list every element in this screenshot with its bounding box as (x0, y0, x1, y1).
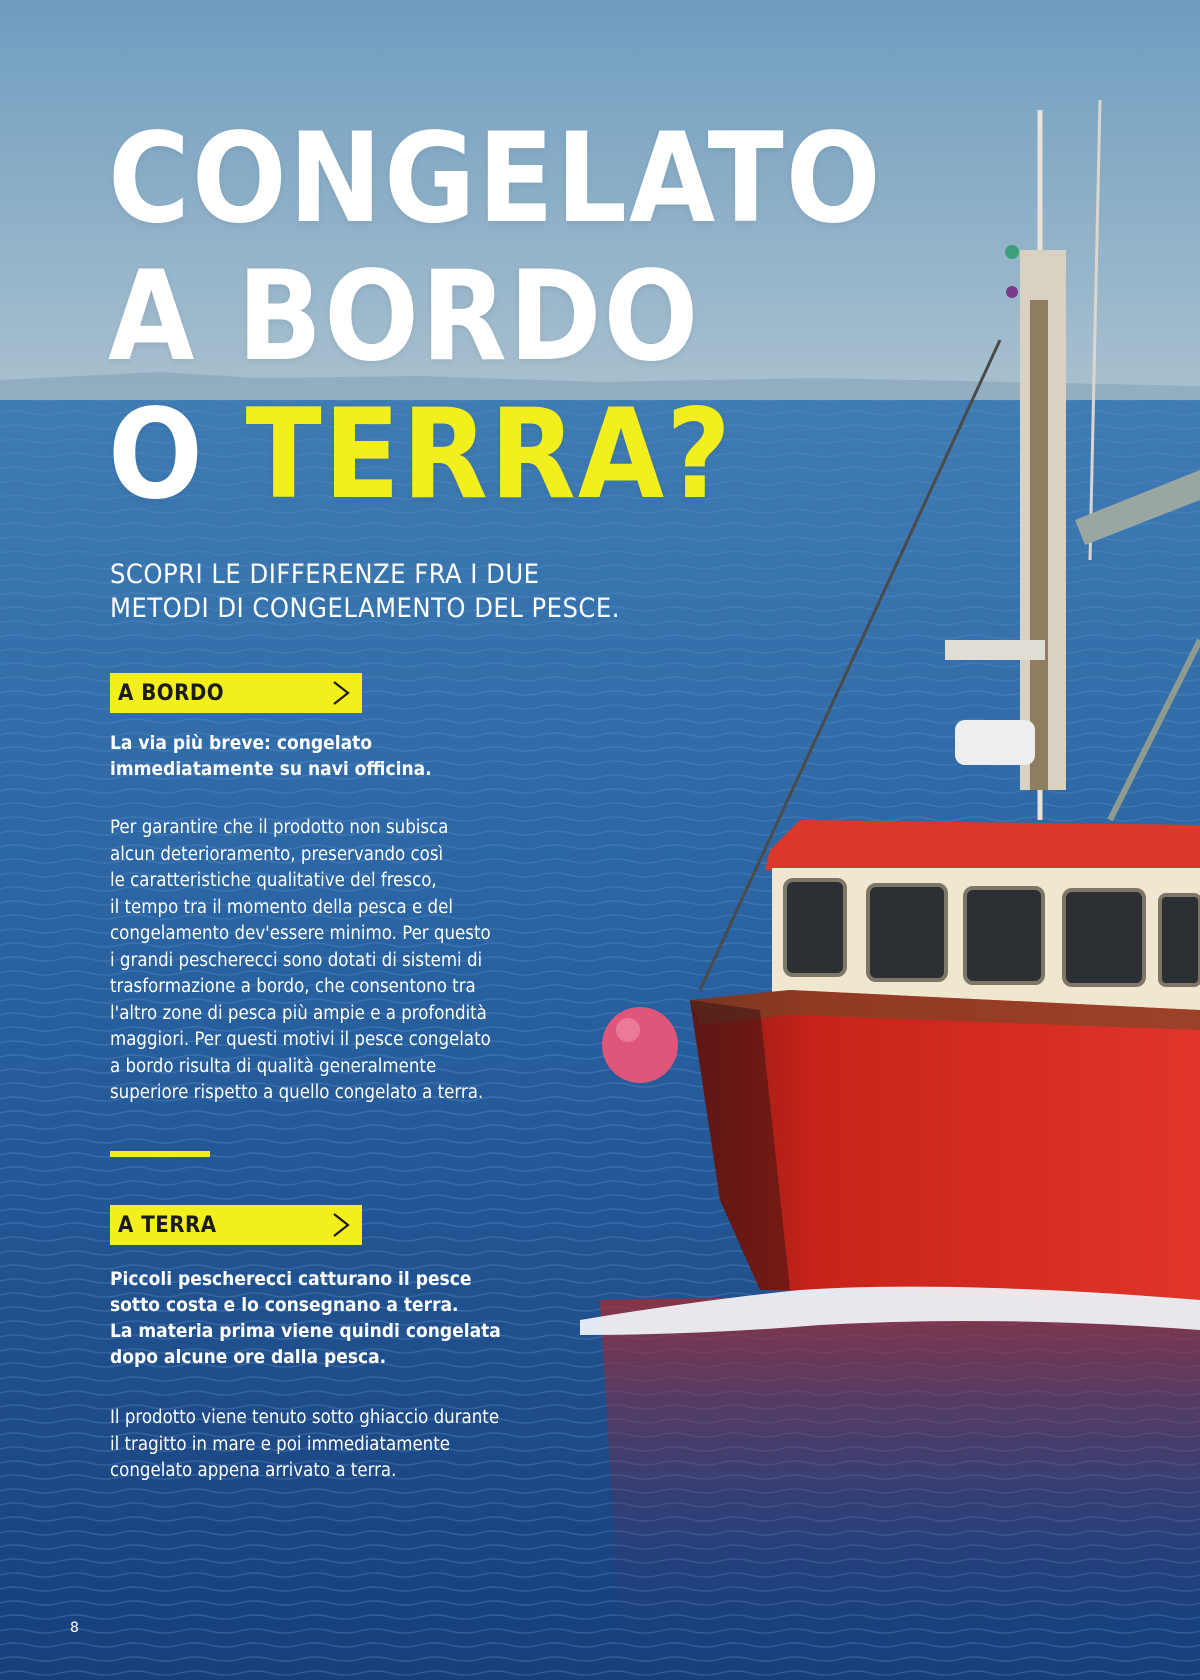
body-line: l'altro zone di pesca più ampie e a profondità (110, 1002, 487, 1024)
body-line: a bordo risulta di qualità generalmente (110, 1055, 437, 1077)
body-line: superiore rispetto a quello congelato a terra. (110, 1082, 484, 1103)
subtitle (110, 558, 620, 626)
body-line: Per garantire che il prodotto non subisca (110, 817, 449, 838)
body-line: Il prodotto viene tenuto sotto ghiaccio durante (110, 1407, 500, 1428)
body-line: le caratteristiche qualitative del fresco, (110, 870, 437, 891)
body-line: trasformazione a bordo, che consentono tra (110, 976, 476, 997)
headline-line-3 (108, 383, 883, 527)
chevron-right-icon (330, 1211, 352, 1239)
headline (108, 107, 883, 527)
section-tag-bordo (110, 673, 362, 713)
section-bordo-lead (110, 730, 432, 782)
section-tag-label: A TERRA (118, 1212, 217, 1238)
section-terra-lead (110, 1266, 501, 1370)
section-tag-terra (110, 1205, 362, 1245)
body-line: congelamento dev'essere minimo. Per questo (110, 923, 491, 944)
body-line: congelato appena arrivato a terra. (110, 1460, 397, 1481)
section-tag-label: A BORDO (118, 680, 225, 706)
body-line: alcun deterioramento, preservando così (110, 843, 444, 865)
lead-line: sotto costa e lo consegnano a terra. (110, 1294, 459, 1316)
lead-line: immediatamente su navi officina. (110, 758, 432, 780)
chevron-right-icon (330, 679, 352, 707)
body-line: maggiori. Per questi motivi il pesce congelato (110, 1029, 491, 1050)
lead-line: La materia prima viene quindi congelata (110, 1320, 501, 1342)
section-bordo-body (110, 815, 491, 1107)
lead-line: La via più breve: congelato (110, 732, 373, 754)
subtitle-line-1: SCOPRI LE DIFFERENZE FRA I DUE (110, 559, 540, 590)
lead-line: Piccoli pescherecci catturano il pesce (110, 1268, 472, 1290)
body-line: il tragitto in mare e poi immediatamente (110, 1433, 451, 1455)
headline-accent: TERRA? (245, 383, 733, 527)
headline-line-2: A BORDO (108, 245, 701, 389)
headline-line-1: CONGELATO (108, 107, 883, 251)
subtitle-line-2: METODI DI CONGELAMENTO DEL PESCE. (110, 593, 620, 624)
body-line: i grandi pescherecci sono dotati di sistemi di (110, 949, 483, 971)
page-number: 8 (70, 1620, 79, 1636)
section-divider (110, 1151, 210, 1157)
lead-line: dopo alcune ore dalla pesca. (110, 1346, 387, 1368)
headline-prefix: O (108, 383, 246, 527)
section-terra-body (110, 1405, 499, 1485)
body-line: il tempo tra il momento della pesca e del (110, 896, 453, 918)
